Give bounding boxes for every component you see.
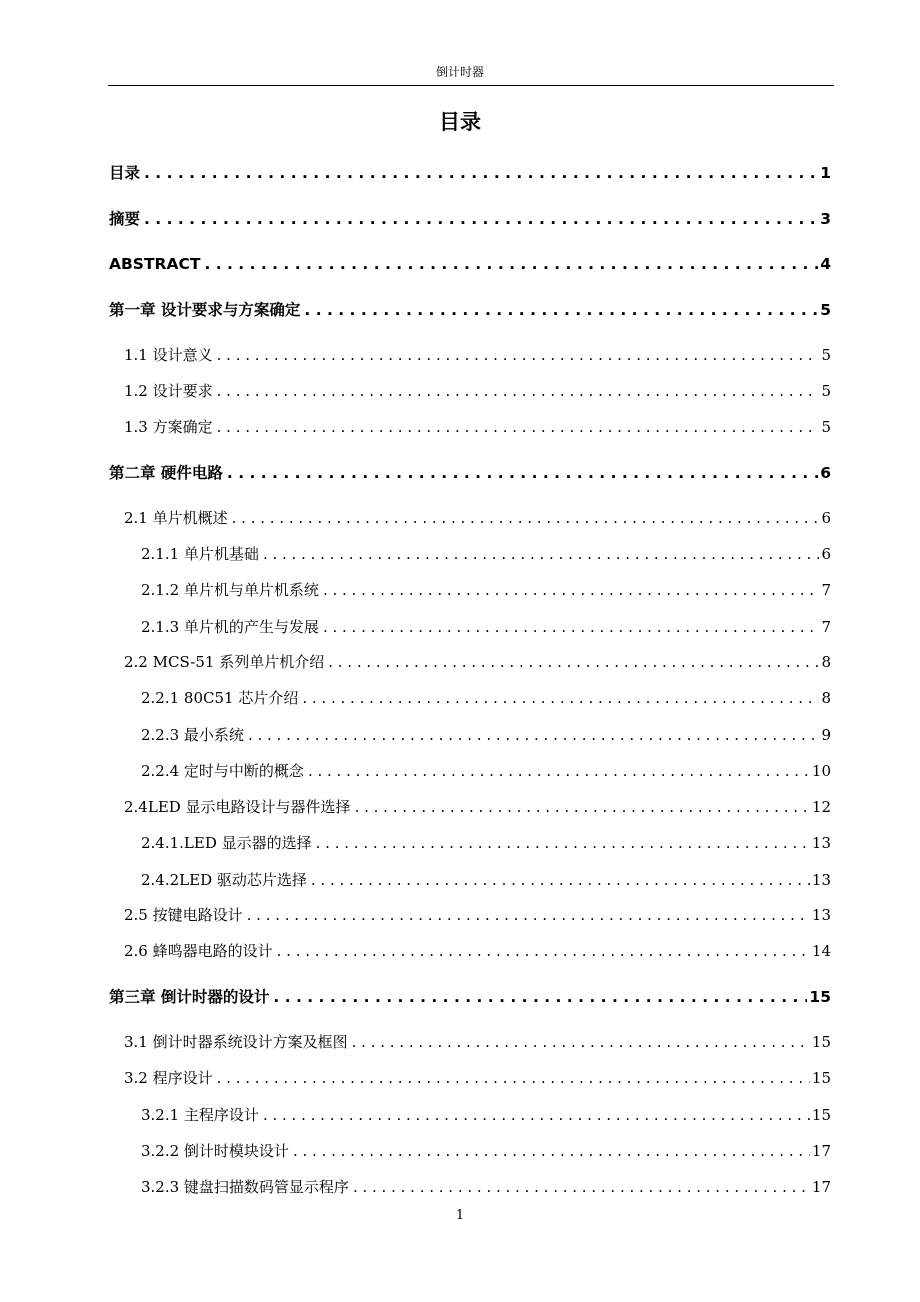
toc-entry-page: 3 bbox=[820, 210, 831, 228]
toc-dot-leader bbox=[204, 253, 818, 275]
toc-dot-leader bbox=[248, 724, 820, 746]
toc-entry[interactable] bbox=[141, 869, 831, 891]
toc-dot-leader bbox=[217, 344, 820, 366]
toc-entry-label: 2.6 蜂鸣器电路的设计 bbox=[124, 942, 273, 960]
toc-title: 目录 bbox=[439, 110, 481, 134]
toc-entry[interactable] bbox=[109, 253, 831, 275]
toc-entry-page: 13 bbox=[811, 834, 831, 852]
toc-entry[interactable] bbox=[124, 940, 831, 962]
toc-entry[interactable] bbox=[109, 299, 831, 321]
toc-entry-label: 2.2.3 最小系统 bbox=[141, 726, 244, 744]
toc-dot-leader bbox=[277, 940, 810, 962]
toc-dot-leader bbox=[217, 416, 820, 438]
toc-entry-label: 2.1.2 单片机与单片机系统 bbox=[141, 581, 319, 599]
toc-dot-leader bbox=[247, 904, 810, 926]
toc-dot-leader bbox=[217, 380, 820, 402]
toc-entry-label: 第二章 硬件电路 bbox=[109, 464, 223, 482]
toc-dot-leader bbox=[355, 796, 810, 818]
toc-entry[interactable] bbox=[109, 986, 831, 1008]
toc-dot-leader bbox=[144, 162, 818, 184]
toc-entry-page: 6 bbox=[821, 509, 831, 527]
toc-entry-page: 7 bbox=[821, 618, 831, 636]
toc-entry-label: 2.2.4 定时与中断的概念 bbox=[141, 762, 304, 780]
toc-entry-label: 第三章 倒计时器的设计 bbox=[109, 988, 270, 1006]
toc-entry-label: 3.1 倒计时器系统设计方案及框图 bbox=[124, 1033, 348, 1051]
toc-entry-label: 3.2.1 主程序设计 bbox=[141, 1106, 259, 1124]
toc-entry-label: ABSTRACT bbox=[109, 255, 201, 273]
toc-entry-page: 14 bbox=[811, 942, 831, 960]
toc-entry-label: 目录 bbox=[109, 164, 141, 182]
toc-entry[interactable] bbox=[141, 724, 831, 746]
toc-dot-leader bbox=[304, 299, 818, 321]
toc-entry-label: 2.5 按键电路设计 bbox=[124, 906, 243, 924]
toc-entry-label: 2.1.3 单片机的产生与发展 bbox=[141, 618, 319, 636]
toc-dot-leader bbox=[323, 579, 820, 601]
toc-entry-page: 9 bbox=[821, 726, 831, 744]
toc-entry-page: 15 bbox=[809, 988, 831, 1006]
toc-entry-page: 17 bbox=[811, 1178, 831, 1196]
toc-entry-page: 6 bbox=[821, 545, 831, 563]
toc-entry[interactable] bbox=[124, 651, 831, 673]
toc-entry[interactable] bbox=[141, 616, 831, 638]
toc-entry-page: 15 bbox=[811, 1106, 831, 1124]
toc-entry[interactable] bbox=[109, 162, 831, 184]
toc-entry-label: 1.2 设计要求 bbox=[124, 382, 213, 400]
toc-entry-label: 3.2 程序设计 bbox=[124, 1069, 213, 1087]
toc-entry[interactable] bbox=[124, 380, 831, 402]
toc-entry-page: 8 bbox=[821, 653, 831, 671]
toc-entry[interactable] bbox=[141, 579, 831, 601]
toc-entry-label: 2.4LED 显示电路设计与器件选择 bbox=[124, 798, 351, 816]
toc-entry[interactable] bbox=[141, 832, 831, 854]
toc-entry-page: 13 bbox=[811, 871, 831, 889]
toc-entry[interactable] bbox=[141, 687, 831, 709]
toc-dot-leader bbox=[232, 507, 820, 529]
toc-entry-label: 2.1 单片机概述 bbox=[124, 509, 228, 527]
toc-entry-page: 10 bbox=[811, 762, 831, 780]
toc-entry-label: 2.1.1 单片机基础 bbox=[141, 545, 259, 563]
toc-entry-page: 17 bbox=[811, 1142, 831, 1160]
toc-dot-leader bbox=[293, 1140, 810, 1162]
toc-dot-leader bbox=[273, 986, 807, 1008]
toc-entry-label: 2.4.1.LED 显示器的选择 bbox=[141, 834, 312, 852]
toc-entry[interactable] bbox=[124, 1031, 831, 1053]
toc-entry[interactable] bbox=[124, 796, 831, 818]
toc-entry-label: 1.1 设计意义 bbox=[124, 346, 213, 364]
toc-dot-leader bbox=[328, 651, 819, 673]
toc-dot-leader bbox=[352, 1031, 810, 1053]
toc-dot-leader bbox=[311, 869, 810, 891]
toc-entry[interactable] bbox=[141, 543, 831, 565]
toc-entry[interactable] bbox=[109, 462, 831, 484]
toc-dot-leader bbox=[263, 543, 820, 565]
toc-dot-leader bbox=[227, 462, 818, 484]
toc-entry-page: 12 bbox=[811, 798, 831, 816]
toc-entry[interactable] bbox=[141, 1176, 831, 1198]
toc-dot-leader bbox=[144, 208, 818, 230]
toc-entry[interactable] bbox=[124, 416, 831, 438]
toc-entry-label: 3.2.3 键盘扫描数码管显示程序 bbox=[141, 1178, 349, 1196]
toc-entry-page: 8 bbox=[821, 689, 831, 707]
toc-entry-page: 5 bbox=[821, 382, 831, 400]
toc-dot-leader bbox=[263, 1104, 810, 1126]
toc-dot-leader bbox=[353, 1176, 810, 1198]
toc-entry-label: 3.2.2 倒计时模块设计 bbox=[141, 1142, 289, 1160]
toc-entry-page: 4 bbox=[820, 255, 831, 273]
toc-entry-label: 2.2 MCS-51 系列单片机介绍 bbox=[124, 653, 325, 671]
toc-dot-leader bbox=[308, 760, 810, 782]
toc-entry-label: 摘要 bbox=[109, 210, 141, 228]
toc-entry[interactable] bbox=[124, 904, 831, 926]
toc-dot-leader bbox=[302, 687, 819, 709]
toc-dot-leader bbox=[217, 1067, 810, 1089]
toc-entry-page: 15 bbox=[811, 1033, 831, 1051]
toc-entry-page: 6 bbox=[820, 464, 831, 482]
page-number: 1 bbox=[455, 1208, 465, 1223]
toc-entry-page: 5 bbox=[821, 346, 831, 364]
toc-entry[interactable] bbox=[124, 344, 831, 366]
toc-entry-label: 第一章 设计要求与方案确定 bbox=[109, 301, 301, 319]
toc-entry[interactable] bbox=[141, 760, 831, 782]
running-header: 倒计时器 bbox=[435, 65, 484, 79]
toc-entry[interactable] bbox=[124, 1067, 831, 1089]
toc-entry-label: 2.2.1 80C51 芯片介绍 bbox=[141, 689, 299, 707]
toc-entry-label: 2.4.2LED 驱动芯片选择 bbox=[141, 871, 307, 889]
toc-entry-page: 13 bbox=[811, 906, 831, 924]
toc-dot-leader bbox=[316, 832, 810, 854]
toc-entry-page: 7 bbox=[821, 581, 831, 599]
toc-entry[interactable] bbox=[141, 1140, 831, 1162]
toc-entry-label: 1.3 方案确定 bbox=[124, 418, 213, 436]
toc-entry-page: 5 bbox=[820, 301, 831, 319]
toc-entry[interactable] bbox=[141, 1104, 831, 1126]
toc-entry[interactable] bbox=[109, 208, 831, 230]
toc-dot-leader bbox=[323, 616, 820, 638]
toc-entry-page: 5 bbox=[821, 418, 831, 436]
toc-entry[interactable] bbox=[124, 507, 831, 529]
toc-entry-page: 1 bbox=[820, 164, 831, 182]
toc-entry-page: 15 bbox=[811, 1069, 831, 1087]
